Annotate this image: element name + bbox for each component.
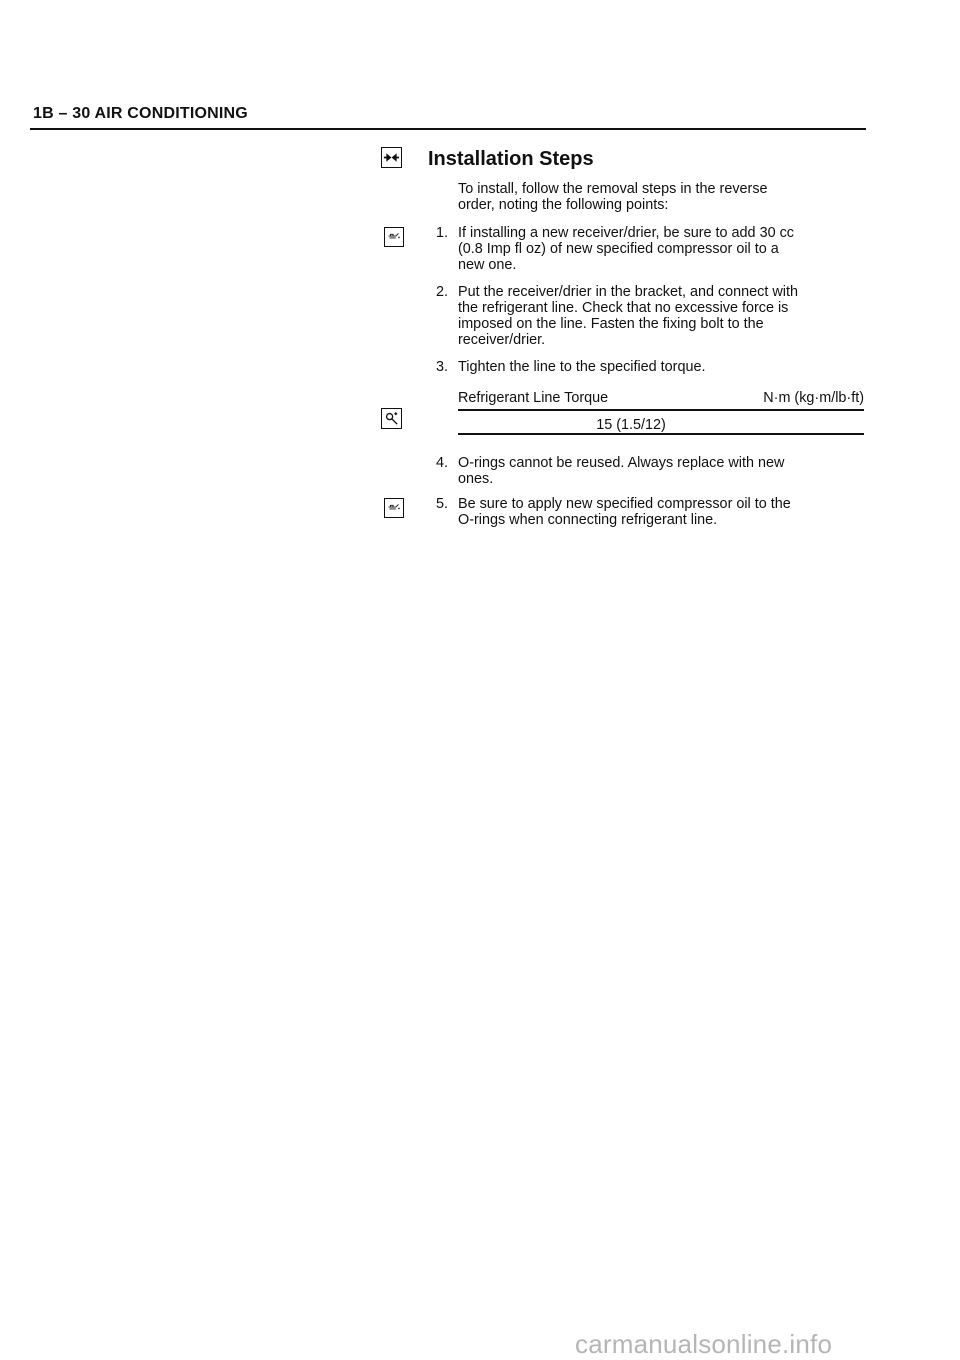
step-1-text — [458, 225, 868, 273]
step-line: receiver/drier. — [458, 332, 546, 348]
step-3-text — [458, 359, 868, 375]
torque-unit: N·m (kg·m/lb·ft) — [763, 390, 864, 406]
install-icon — [381, 147, 402, 168]
step-4-text — [458, 455, 868, 487]
torque-wrench-icon — [381, 408, 402, 429]
step-line: (0.8 Imp fl oz) of new specified compressor oil to a — [458, 241, 779, 257]
step-number: 3. — [436, 359, 449, 375]
watermark: carmanualsonline.info — [575, 1329, 833, 1359]
intro-line: To install, follow the removal steps in the reverse — [458, 181, 768, 197]
section-title: Installation Steps — [428, 148, 594, 170]
step-line: the refrigerant line. Check that no excessive force is — [458, 300, 789, 316]
torque-table-top-rule — [458, 409, 864, 411]
torque-table-header — [458, 390, 864, 406]
torque-table-bottom-rule — [458, 433, 864, 435]
torque-value: 15 (1.5/12) — [596, 417, 666, 433]
page-header-title: 1B – 30 AIR CONDITIONING — [33, 105, 248, 122]
step-number: 2. — [436, 284, 449, 300]
step-line: O-rings cannot be reused. Always replace with new — [458, 455, 785, 471]
step-line: If installing a new receiver/drier, be sure to add 30 cc — [458, 225, 794, 241]
step-line: O-rings when connecting refrigerant line. — [458, 512, 718, 528]
intro-paragraph — [458, 181, 868, 213]
step-number: 1. — [436, 225, 449, 241]
oil-can-icon — [384, 498, 404, 518]
torque-label: Refrigerant Line Torque — [458, 390, 609, 406]
header-divider — [30, 128, 866, 130]
step-line: ones. — [458, 471, 494, 487]
oil-can-icon — [384, 227, 404, 247]
step-line: new one. — [458, 257, 517, 273]
step-line: imposed on the line. Fasten the fixing bolt to the — [458, 316, 764, 332]
step-number: 5. — [436, 496, 449, 512]
step-line: Put the receiver/drier in the bracket, and connect with — [458, 284, 798, 300]
intro-line: order, noting the following points: — [458, 197, 669, 213]
step-5-text — [458, 496, 868, 528]
step-line: Tighten the line to the specified torque. — [458, 359, 706, 375]
step-number: 4. — [436, 455, 449, 471]
step-2-text — [458, 284, 868, 348]
step-line: Be sure to apply new specified compressor oil to the — [458, 496, 791, 512]
